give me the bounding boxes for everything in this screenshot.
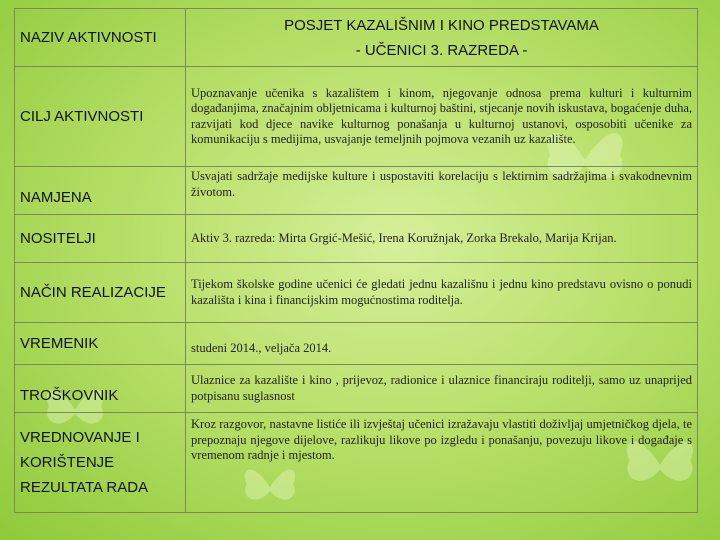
row-label-cilj: CILJ AKTIVNOSTI	[15, 67, 186, 167]
row-label-nositelji: NOSITELJI	[15, 215, 186, 263]
row-label-naziv: NAZIV AKTIVNOSTI	[15, 9, 186, 67]
table-row	[15, 215, 698, 263]
row-label-troskovnik: TROŠKOVNIK	[15, 365, 186, 413]
row-value-vrednovanje: Kroz razgovor, nastavne listiće ili izvještaj učenici izražavaju vlastiti doživljaj umjetničkog djela, te prepoznaju njegove dijelove, razlikuju likove po izgledu i ponašanju, povezuju likove i događaje s vremenom radnje i mjestom.	[186, 413, 698, 513]
row-label-namjena: NAMJENA	[15, 167, 186, 215]
table-row	[15, 323, 698, 365]
row-value-nositelji: Aktiv 3. razreda: Mirta Grgić-Mešić, Irena Koružnjak, Zorka Brekalo, Marija Krijan.	[186, 215, 698, 263]
activity-title	[186, 9, 698, 67]
row-value-cilj: Upoznavanje učenika s kazalištem i kinom, njegovanje odnosa prema kulturi i kulturnim događanjima, značajnim obljetnicama i kulturnoj baštini, stjecanje novih iskustava, bogaćenje duha, razvijati kod djece navike kulturnog ponašanja u kulturnoj ustanovi, osposobiti učenike za komunikaciju s medijima, usvajanje temeljnih pojmova vezanih uz kazalište.	[186, 67, 698, 167]
row-value-troskovnik: Ulaznice za kazalište i kino , prijevoz, radionice i ulaznice financiraju roditelji, samo uz unaprijed potpisanu suglasnost	[186, 365, 698, 413]
row-value-nacin: Tijekom školske godine učenici će gledati jednu kazališnu i jednu kino predstavu ovisno o ponudi kazališta i kina i financijskim mogućnostima roditelja.	[186, 263, 698, 323]
activity-title-line1: POSJET KAZALIŠNIM I KINO PREDSTAVAMA	[284, 16, 599, 34]
activity-table	[14, 8, 698, 513]
table-row	[15, 365, 698, 413]
table-row	[15, 413, 698, 513]
row-value-vremenik: studeni 2014., veljača 2014.	[186, 323, 698, 365]
table-row	[15, 167, 698, 215]
table-row	[15, 263, 698, 323]
table-row	[15, 67, 698, 167]
row-label-vrednovanje: VREDNOVANJE I KORIŠTENJE REZULTATA RADA	[15, 413, 186, 513]
row-label-nacin: NAČIN REALIZACIJE	[15, 263, 186, 323]
row-value-namjena: Usvajati sadržaje medijske kulture i uspostaviti korelaciju s lektirnim sadržajima i svakodnevnim životom.	[186, 167, 698, 215]
activity-title-line2: - UČENICI 3. RAZREDA -	[355, 41, 528, 59]
table-row	[15, 9, 698, 67]
row-label-vremenik: VREMENIK	[15, 323, 186, 365]
